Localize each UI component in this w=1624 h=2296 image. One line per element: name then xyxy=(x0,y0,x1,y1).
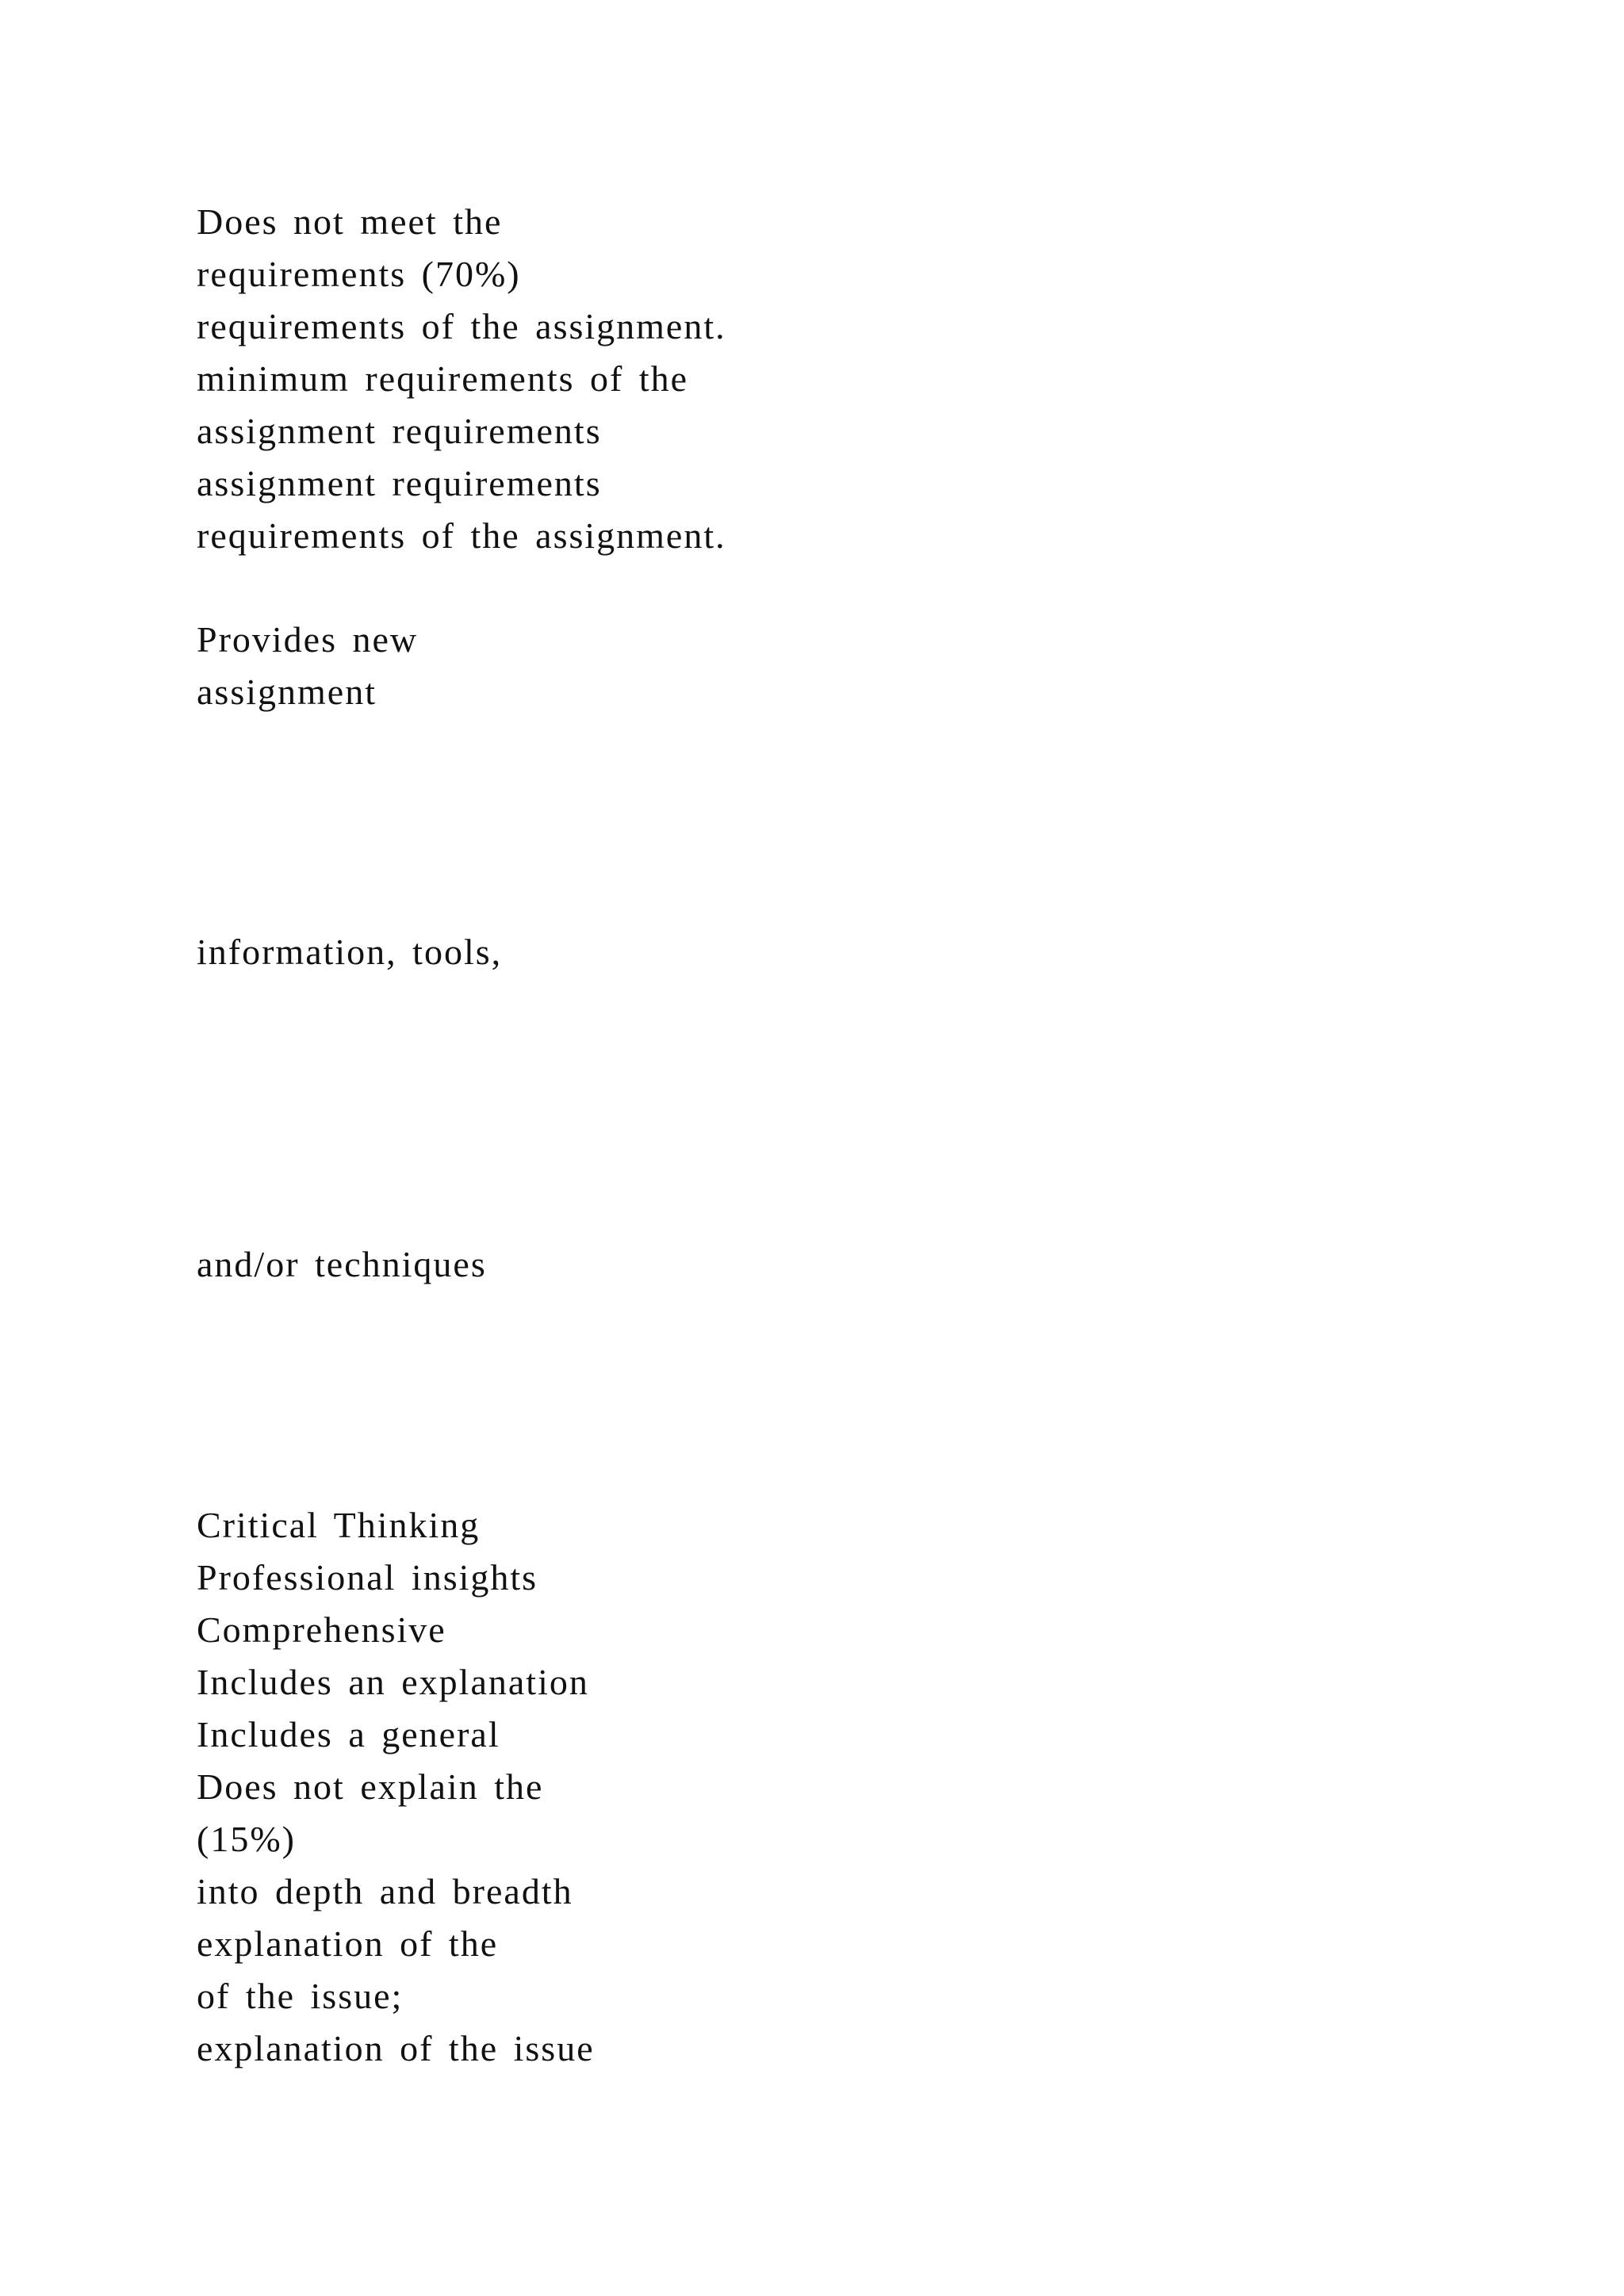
rubric-text-block xyxy=(197,1238,487,1291)
text-line: (15%) xyxy=(197,1819,296,1859)
text-line: requirements (70%) xyxy=(197,254,521,294)
text-line: explanation of the xyxy=(197,1923,499,1964)
text-line: minimum requirements of the xyxy=(197,358,689,399)
text-line: of the issue; xyxy=(197,1976,404,2016)
text-line: assignment requirements xyxy=(197,411,602,451)
text-line: Professional insights xyxy=(197,1557,538,1598)
text-line: explanation of the issue xyxy=(197,2028,595,2068)
text-line: Does not meet the xyxy=(197,201,503,242)
rubric-text-block xyxy=(197,926,502,978)
rubric-text-block xyxy=(197,1499,595,2075)
text-line: information, tools, xyxy=(197,932,503,972)
text-line: Comprehensive xyxy=(197,1609,446,1650)
text-line: assignment requirements xyxy=(197,463,602,503)
text-line: Includes an explanation xyxy=(197,1662,589,1702)
text-line: assignment xyxy=(197,672,377,712)
text-line: requirements of the assignment. xyxy=(197,306,726,346)
text-line: Includes a general xyxy=(197,1714,500,1755)
text-line: Does not explain the xyxy=(197,1766,544,1807)
text-line: Critical Thinking xyxy=(197,1505,481,1545)
text-line: and/or techniques xyxy=(197,1244,487,1284)
text-line: into depth and breadth xyxy=(197,1871,573,1911)
text-line: Provides new xyxy=(197,619,419,660)
text-line: requirements of the assignment. xyxy=(197,515,726,556)
rubric-text-block xyxy=(197,196,726,562)
rubric-text-block xyxy=(197,614,418,718)
